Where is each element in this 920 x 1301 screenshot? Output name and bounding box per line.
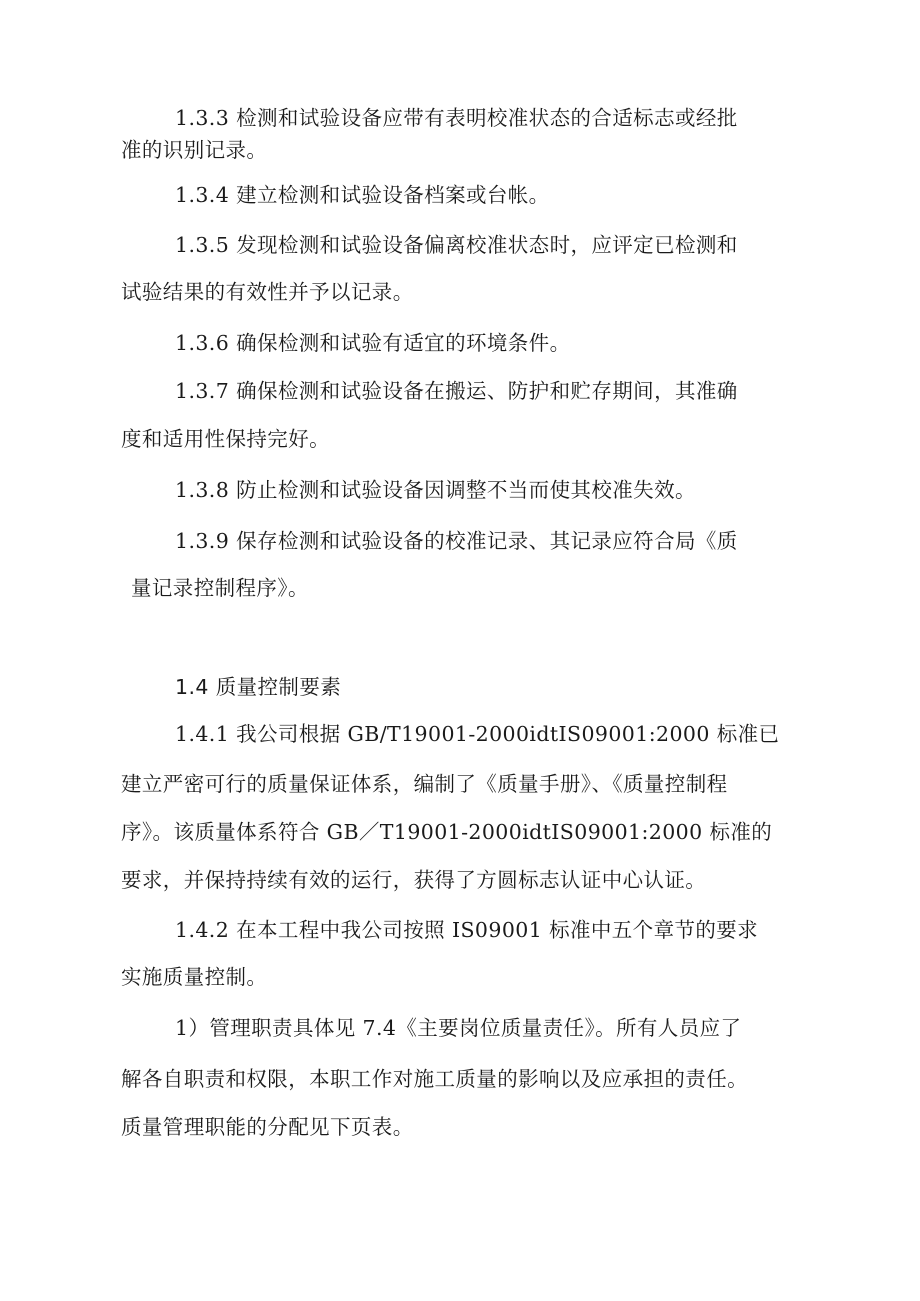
- paragraph-1-3-8: 1.3.8 防止检测和试验设备因调整不当而使其校准失效。: [175, 478, 696, 502]
- paragraph-1-3-3-line-1: 1.3.3 检测和试验设备应带有表明校准状态的合适标志或经批: [175, 106, 738, 130]
- section-heading-1-4: 1.4 质量控制要素: [175, 675, 342, 699]
- paragraph-1-3-7-line-1: 1.3.7 确保检测和试验设备在搬运、防护和贮存期间，其准确: [175, 379, 738, 403]
- paragraph-item-1-line-3: 质量管理职能的分配见下页表。: [121, 1115, 414, 1139]
- paragraph-1-4-1-line-1: 1.4.1 我公司根据 GB/T19001-2000idtIS09001:2000 标准已: [175, 722, 780, 746]
- paragraph-1-4-1-line-3: 序》。该质量体系符合 GB／T19001-2000idtIS09001:2000 标准的: [121, 820, 773, 844]
- paragraph-1-4-2-line-1: 1.4.2 在本工程中我公司按照 IS09001 标准中五个章节的要求: [175, 918, 759, 942]
- paragraph-1-3-9-line-2: 量记录控制程序》。: [131, 576, 309, 600]
- paragraph-item-1-line-1: 1）管理职责具体见 7.4《主要岗位质量责任》。所有人员应了: [175, 1016, 742, 1040]
- paragraph-item-1-line-2: 解各自职责和权限，本职工作对施工质量的影响以及应承担的责任。: [121, 1067, 748, 1091]
- paragraph-1-4-1-line-2: 建立严密可行的质量保证体系，编制了《质量手册》、《质量控制程: [121, 772, 728, 796]
- paragraph-1-3-5-line-2: 试验结果的有效性并予以记录。: [121, 280, 414, 304]
- paragraph-1-3-6: 1.3.6 确保检测和试验有适宜的环境条件。: [175, 331, 571, 355]
- paragraph-1-3-5-line-1: 1.3.5 发现检测和试验设备偏离校准状态时，应评定已检测和: [175, 233, 738, 257]
- paragraph-1-4-1-line-4: 要求，并保持持续有效的运行，获得了方圆标志认证中心认证。: [121, 868, 707, 892]
- paragraph-1-3-4: 1.3.4 建立检测和试验设备档案或台帐。: [175, 183, 550, 207]
- paragraph-1-4-2-line-2: 实施质量控制。: [121, 965, 268, 989]
- paragraph-1-3-7-line-2: 度和适用性保持完好。: [121, 427, 330, 451]
- paragraph-1-3-3-line-2: 准的识别记录。: [121, 138, 268, 162]
- paragraph-1-3-9-line-1: 1.3.9 保存检测和试验设备的校准记录、其记录应符合局《质: [175, 529, 738, 553]
